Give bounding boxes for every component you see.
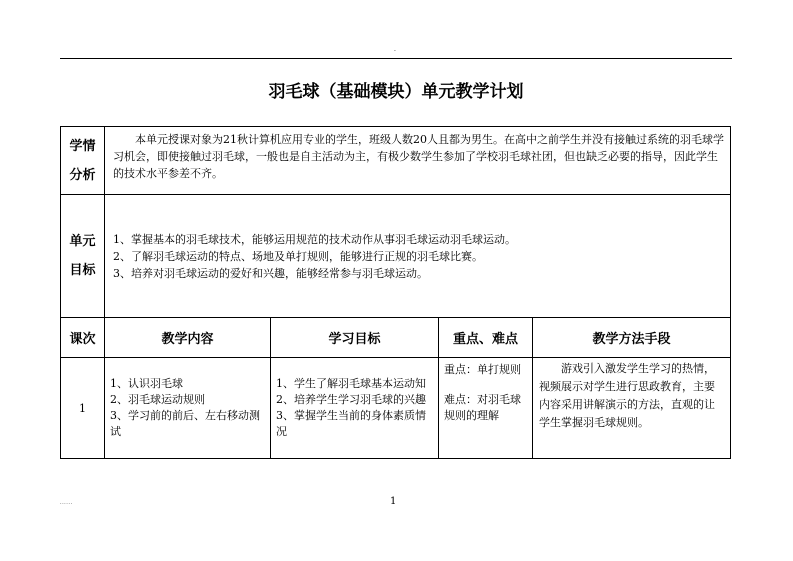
- unit-goals-label-line-1: 单元: [69, 234, 96, 249]
- analysis-label-line-1: 学情: [69, 138, 96, 154]
- header-rule: [60, 58, 732, 59]
- unit-goals-label-line-2: 目标: [69, 263, 96, 278]
- analysis-label: [61, 127, 105, 195]
- lesson-objective-item: 1、学生了解羽毛球基本运动知: [276, 377, 426, 390]
- unit-goal-item: 3、培养对羽毛球运动的爱好和兴趣，能够经常参与羽毛球运动。: [113, 266, 428, 280]
- lesson-objectives: [271, 358, 439, 459]
- lesson-number: 1: [61, 358, 105, 459]
- lesson-key-points: [439, 358, 533, 459]
- col-header-content: 教学内容: [105, 318, 271, 358]
- unit-goals-list: [105, 195, 731, 318]
- unit-goal-item: 1、掌握基本的羽毛球技术，能够运用规范的技术动作从事羽毛球运动羽毛球运动。: [113, 232, 516, 246]
- lesson-content: [105, 358, 271, 459]
- lesson-objective-item: 3、掌握学生当前的身体素质情况: [276, 409, 426, 438]
- col-header-methods: 教学方法手段: [533, 318, 731, 358]
- analysis-label-line-2: 分析: [69, 167, 96, 183]
- analysis-row: [61, 127, 731, 195]
- unit-goals-label: [61, 195, 105, 318]
- teaching-plan-table: [60, 126, 731, 459]
- lesson-difficulty: 难点：对羽毛球规则的理解: [444, 393, 521, 422]
- document-title: 羽毛球（基础模块）单元教学计划: [268, 82, 524, 102]
- lesson-content-item: 1、认识羽毛球: [110, 377, 183, 390]
- lesson-methods: 游戏引入激发学生学习的热情，视频展示对学生进行思政教育，主要内容采用讲解演示的方法，直观的让学生掌握羽毛球规则。: [533, 358, 731, 459]
- lesson-key-point: 重点：单打规则: [444, 363, 521, 376]
- col-header-objectives: 学习目标: [271, 318, 439, 358]
- footer-dots: ......: [60, 500, 73, 506]
- lesson-row: [61, 358, 731, 459]
- header-dot: .: [394, 46, 396, 53]
- unit-goals-row: [61, 195, 731, 318]
- page-number: 1: [390, 496, 397, 507]
- lesson-objective-item: 2、培养学生学习羽毛球的兴趣: [276, 393, 426, 406]
- lesson-content-item: 3、学习前的前后、左右移动测试: [110, 409, 260, 438]
- col-header-key-points: 重点、难点: [439, 318, 533, 358]
- key-points-spacer: [444, 378, 528, 392]
- analysis-text: 本单元授课对象为21秋计算机应用专业的学生，班级人数20人且都为男生。在高中之前学生并没有接触过系统的羽毛球学习机会，即使接触过羽毛球，一般也是自主活动为主，有极少数学生参加了学校羽毛球社团，但也缺乏必要的指导，因此学生的技术水平参差不齐。: [105, 127, 731, 195]
- unit-goal-item: 2、了解羽毛球运动的特点、场地及单打规则，能够进行正规的羽毛球比赛。: [113, 249, 483, 263]
- col-header-lesson: 课次: [61, 318, 105, 358]
- lesson-content-item: 2、羽毛球运动规则: [110, 393, 205, 406]
- column-header-row: [61, 318, 731, 358]
